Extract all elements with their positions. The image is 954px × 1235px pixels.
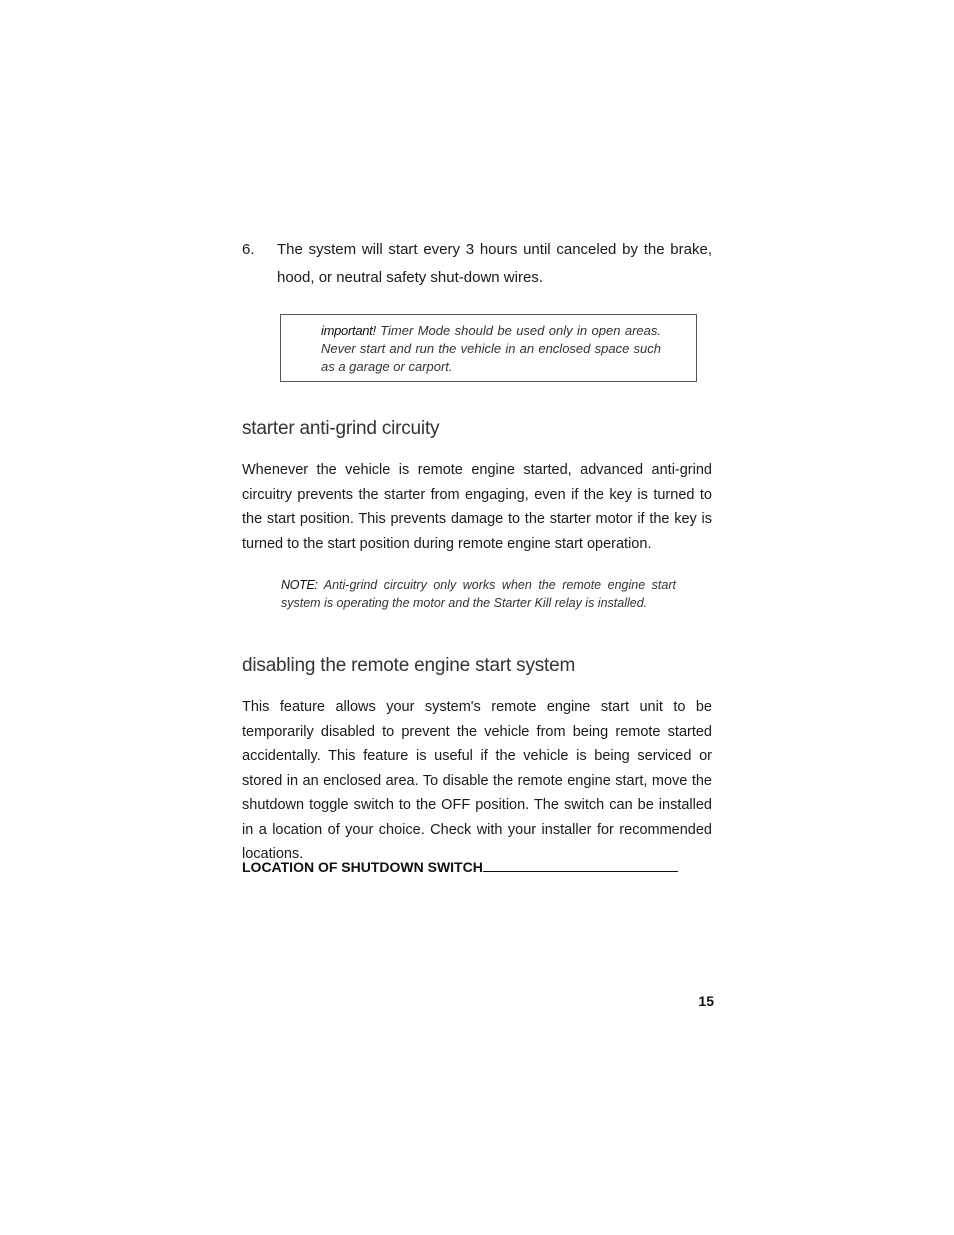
location-blank-line: [483, 857, 678, 872]
location-label: LOCATION OF SHUTDOWN SWITCH: [242, 859, 483, 875]
note-label: NOTE:: [281, 578, 318, 592]
section-body-disabling: This feature allows your system's remote engine start unit to be temporarily disabled to prevent the vehicle from being remote started accidentally. This feature is useful if the vehicle is being serviced or stored in an enclosed area. To disable the remote engine start, move the shutdown toggle switch to the OFF position. The switch can be installed in a location of your choice. Check with your installer for recommended locations.: [242, 699, 712, 862]
important-notice-box: [280, 314, 697, 382]
section-body-anti-grind: Whenever the vehicle is remote engine started, advanced anti-grind circuitry prevents the starter from engaging, even if the key is turned to the start position. This prevents damage to the starter motor if the key is turned to the start position during remote engine start operation.: [242, 462, 712, 552]
list-text: The system will start every 3 hours until canceled by the brake, hood, or neutral safety shut-down wires.: [277, 241, 712, 286]
note-anti-grind: [281, 576, 676, 612]
section-heading-disabling: disabling the remote engine start system: [242, 655, 576, 676]
list-number: 6.: [242, 241, 255, 258]
note-body: Anti-grind circuitry only works when the remote engine start system is operating the motor and the Starter Kill relay is installed.: [281, 578, 676, 610]
important-notice-text: [321, 322, 661, 376]
important-body: Timer Mode should be used only in open areas. Never start and run the vehicle in an enclosed space such as a garage or carport.: [321, 323, 661, 374]
list-item-6: [242, 236, 712, 292]
shutdown-switch-location: [242, 857, 678, 875]
page-number: 15: [698, 993, 714, 1009]
important-label: important!: [321, 323, 376, 338]
section-heading-anti-grind: starter anti-grind circuity: [242, 418, 440, 439]
